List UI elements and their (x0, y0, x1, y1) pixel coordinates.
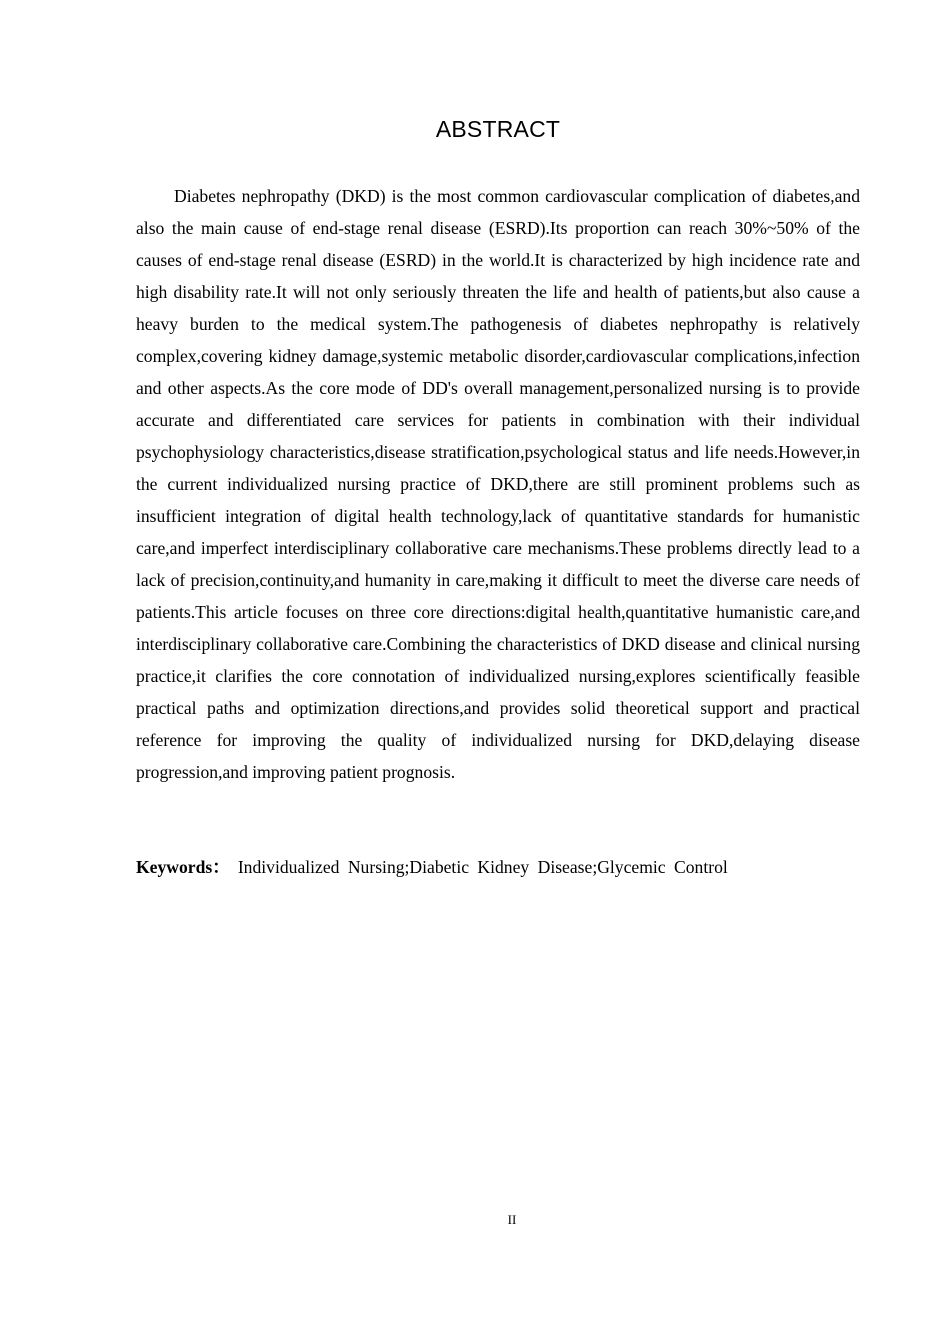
keywords-line (136, 851, 860, 883)
keywords-label: Keywords： (136, 857, 230, 877)
page-number: II (507, 1212, 517, 1227)
abstract-title: ABSTRACT (435, 116, 561, 142)
abstract-body: Diabetes nephropathy (DKD) is the most common cardiovascular complication of diabetes,and also the main cause of end-stage renal disease (ESRD).Its proportion can reach 30%~50% of the causes of end-stage renal disease (ESRD) in the world.It is characterized by high incidence rate and high disability rate.It will not only seriously threaten the life and health of patients,but also cause a heavy burden to the medical system.The pathogenesis of diabetes nephropathy is relatively complex,covering kidney damage,systemic metabolic disorder,cardiovascular complications,infection and other aspects.As the core mode of DD's overall management,personalized nursing is to provide accurate and differentiated care services for patients in combination with their individual psychophysiology characteristics,disease stratification,psychological status and life needs.However,in the current individualized nursing practice of DKD,there are still prominent problems such as insufficient integration of digital health technology,lack of quantitative standards for humanistic care,and imperfect interdisciplinary collaborative care mechanisms.These problems directly lead to a lack of precision,continuity,and humanity in care,making it difficult to meet the diverse care needs of patients.This article focuses on three core directions:digital health,quantitative humanistic care,and interdisciplinary collaborative care.Combining the characteristics of DKD disease and clinical nursing practice,it clarifies the core connotation of individualized nursing,explores scientifically feasible practical paths and optimization directions,and provides solid theoretical support and practical reference for improving the quality of individualized nursing for DKD,delaying disease progression,and improving patient prognosis. (136, 186, 860, 782)
keywords-text: Individualized Nursing;Diabetic Kidney Disease;Glycemic Control (237, 857, 728, 877)
